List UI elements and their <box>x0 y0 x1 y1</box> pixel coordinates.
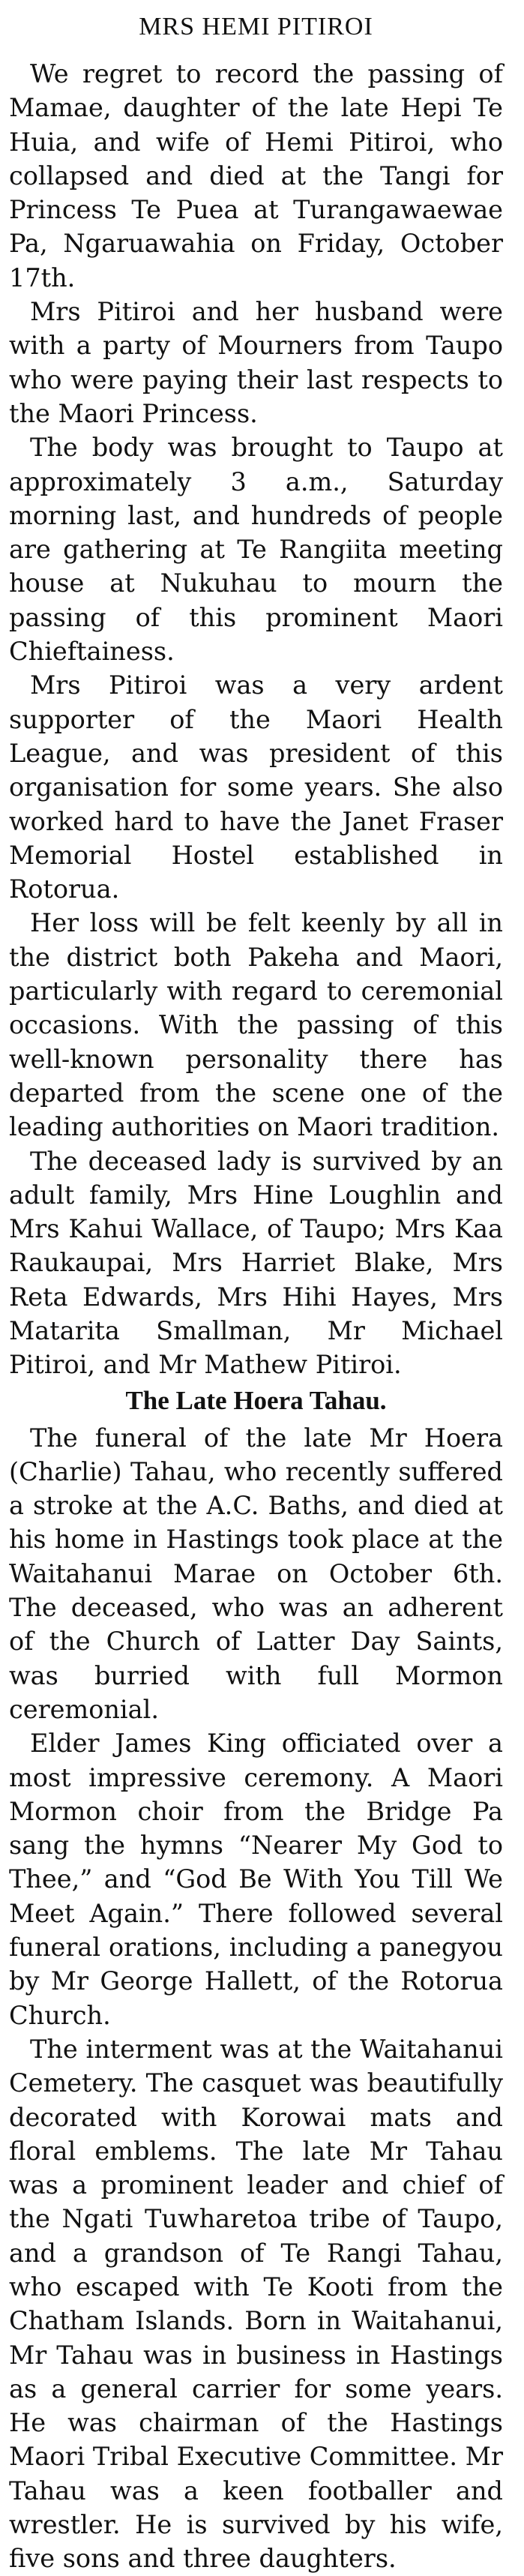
article-paragraph-4: Mrs Pitiroi was a very ardent supporter of the Maori Health League, and was president of this organisation for some years. She also worked hard to have the Janet Fraser Memorial Hostel established in Rotorua. <box>9 670 503 904</box>
article-paragraph-1: We regret to record the passing of Mamae, daughter of the late Hepi Te Huia, and wife of Hemi Pitiroi, who collapsed and died at the Tangi for Princess Te Puea at Turangawaewae Pa, Ngaruawahia on Friday, October 17th. <box>9 59 503 292</box>
article-headline: MRS HEMI PITIROI <box>139 13 373 40</box>
article-paragraph-6: The deceased lady is survived by an adult family, Mrs Hine Loughlin and Mrs Kahui Wallace, of Taupo; Mrs Kaa Raukaupai, Mrs Harriet Blake, Mrs Reta Edwards, Mrs Hihi Hayes, Mrs Matarita Smallman, Mr Michael Pitiroi, and Mr Mathew Pitiroi. <box>9 1146 503 1380</box>
article-paragraph-2: Mrs Pitiroi and her husband were with a party of Mourners from Taupo who were paying their last respects to the Maori Princess. <box>9 297 503 428</box>
second-article-paragraph-1: The funeral of the late Mr Hoera (Charlie) Tahau, who recently suffered a stroke at the A.C. Baths, and died at his home in Hastings took place at the Waitahanui Marae on October 6th. The deceased, who was an adherent of the Church of Latter Day Saints, was burried with full Mormon ceremonial. <box>9 1423 503 1724</box>
second-article-subheading: The Late Hoera Tahau. <box>125 1385 387 1415</box>
article-paragraph-5: Her loss will be felt keenly by all in the district both Pakeha and Maori, particularly with regard to ceremonial occasions. With the passing of this well-known personality there has departed from the scene one of the leading authorities on Maori tradition. <box>9 908 503 1142</box>
second-article-paragraph-3: The interment was at the Waitahanui Cemetery. The casquet was beautifully decorated with Korowai mats and floral emblems. The late Mr Tahau was a prominent leader and chief of the Ngati Tuwharetoa tribe of Taupo, and a grandson of Te Rangi Tahau, who escaped with Te Kooti from the Chatham Islands. Born in Waitahanui, Mr Tahau was in business in Hastings as a general carrier for some years. He was chairman of the Hastings Maori Tribal Executive Committee. Mr Tahau was a keen footballer and wrestler. He is survived by his wife, five sons and three daughters. <box>9 2034 503 2574</box>
article-paragraph-3: The body was brought to Taupo at approximately 3 a.m., Saturday morning last, and hundreds of people are gathering at Te Rangiita meeting house at Nukuhau to mourn the passing of this prominent Maori Chieftainess. <box>9 433 503 667</box>
second-article-paragraph-2: Elder James King officiated over a most impressive ceremony. A Maori Mormon choir from the Bridge Pa sang the hymns “Nearer My God to Thee,” and “God Be With You Till We Meet Again.” There followed several funeral orations, including a panegyou by Mr George Hallett, of the Rotorua Church. <box>9 1729 503 2030</box>
